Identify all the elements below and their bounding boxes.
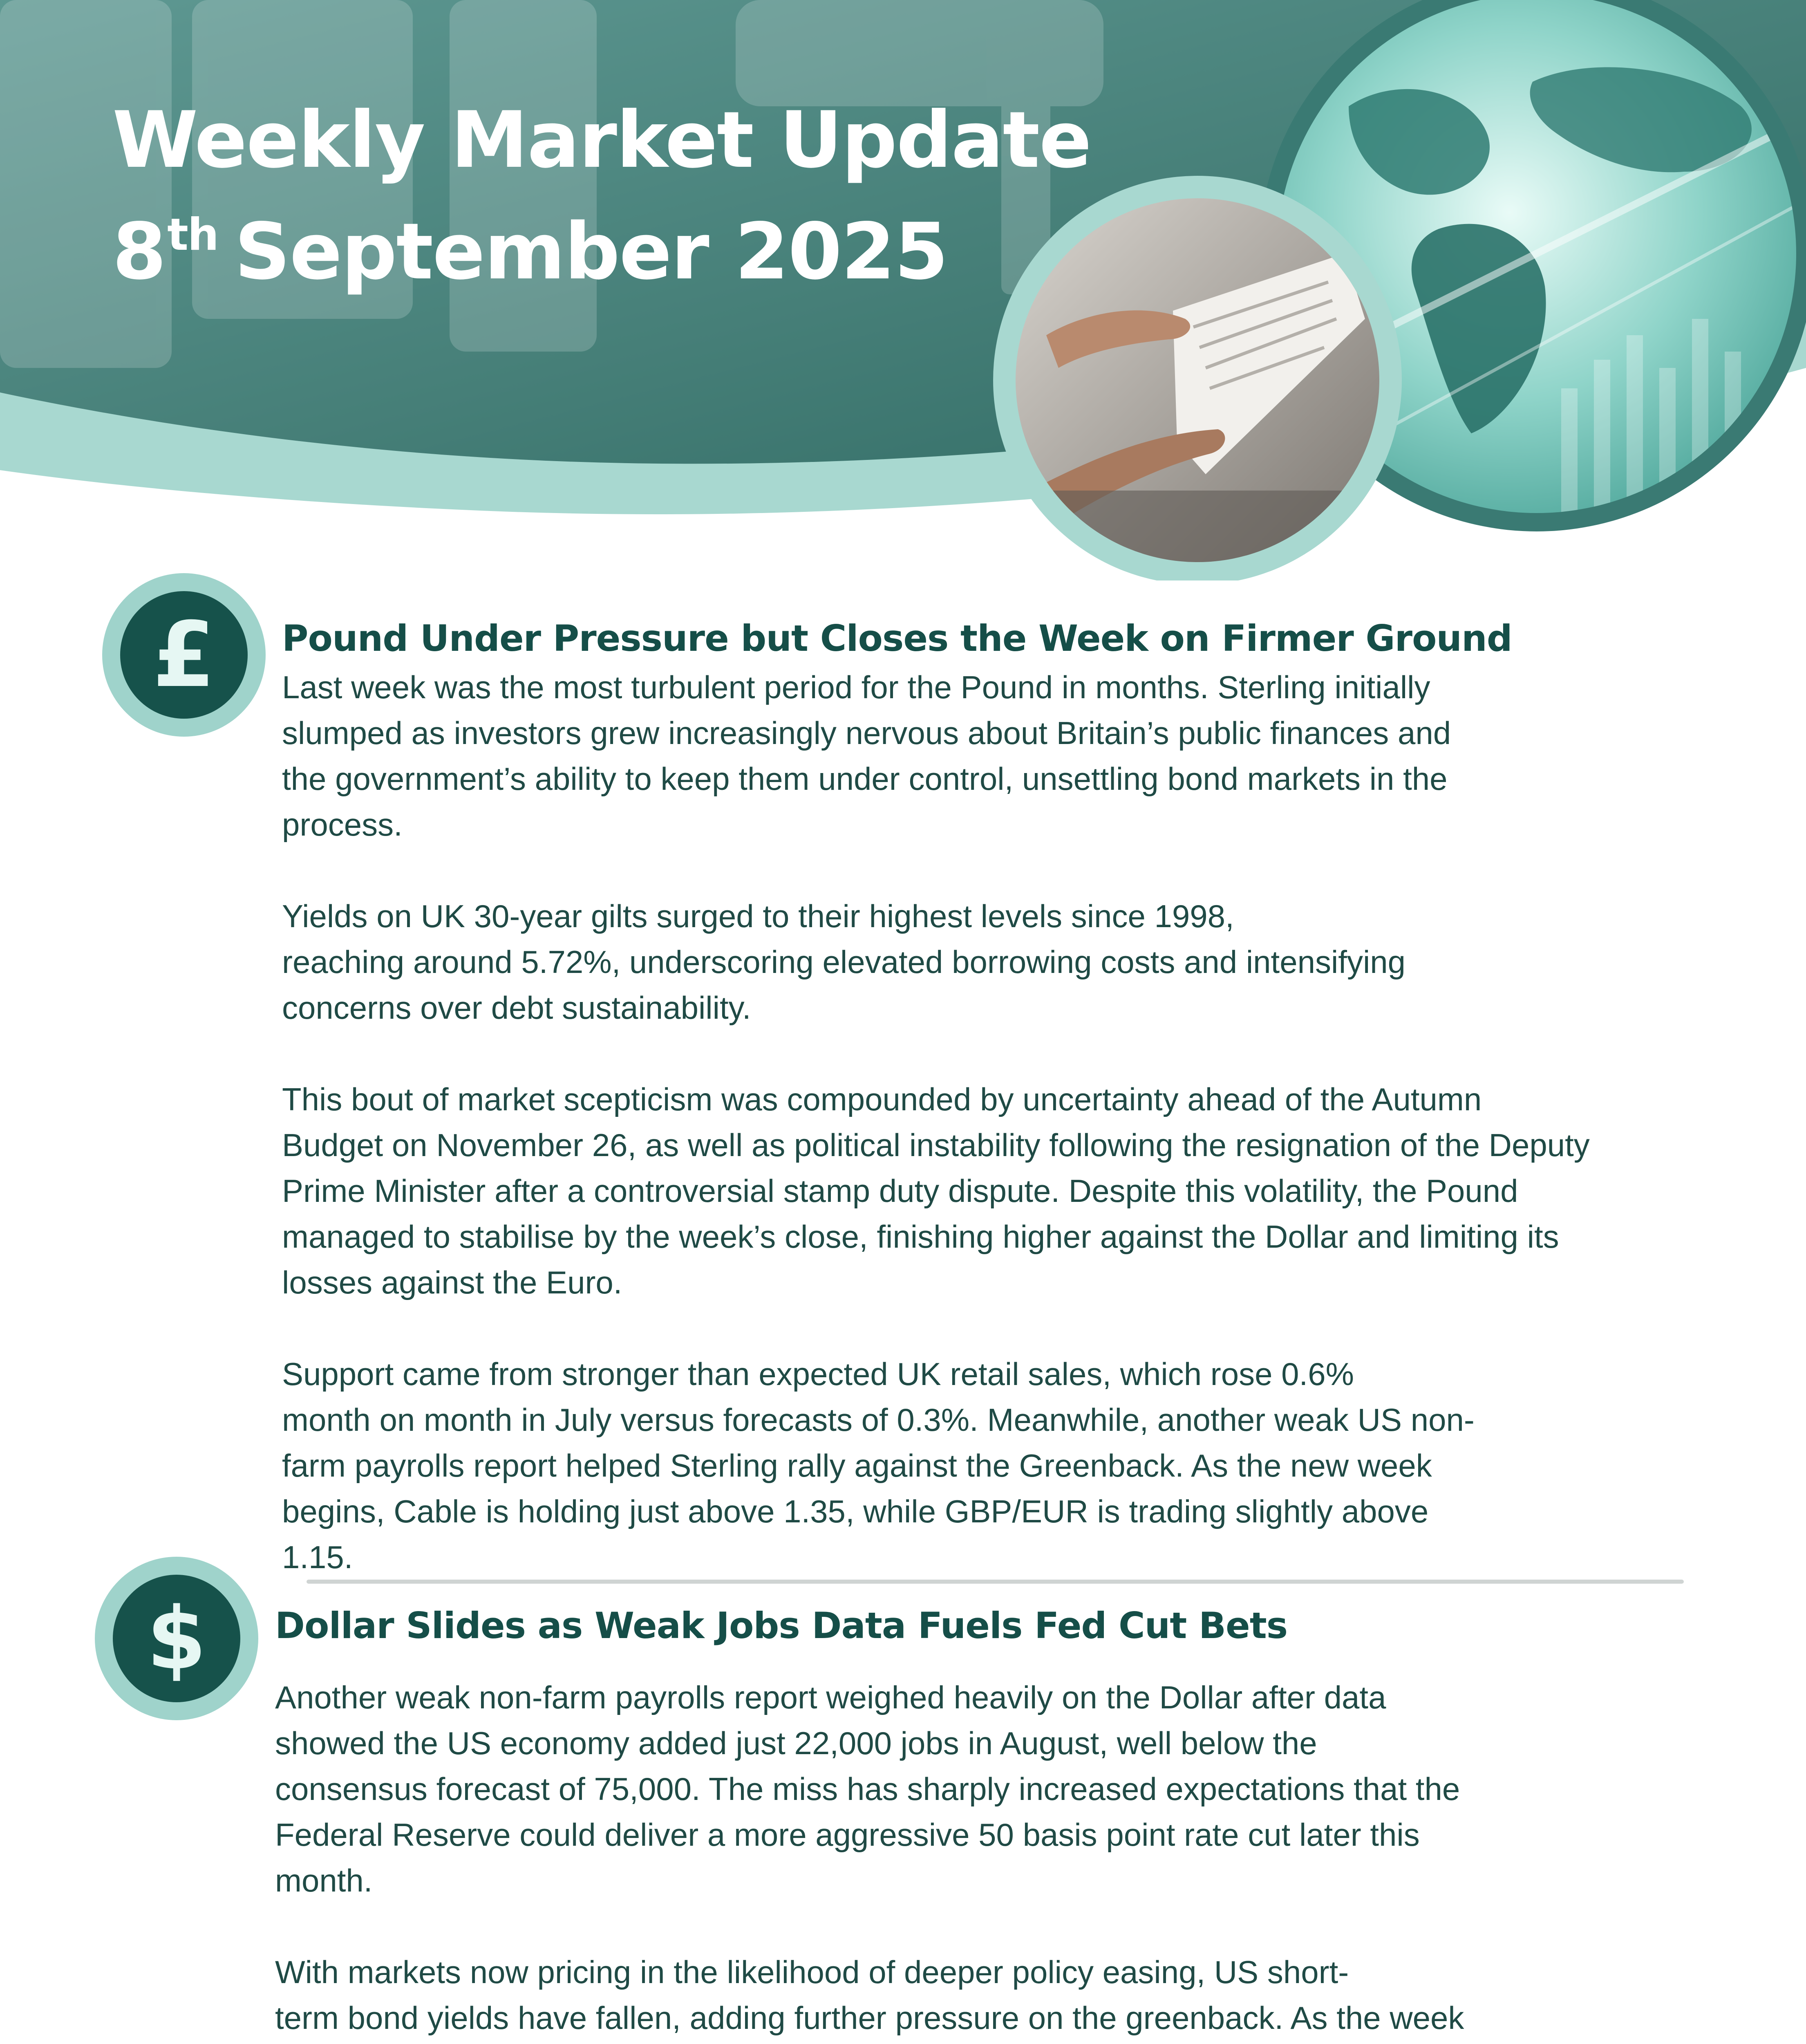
section-divider xyxy=(307,1580,1684,1584)
section-body-dollar xyxy=(275,1674,1665,2044)
paragraph: Last week was the most turbulent period for the Pound in months. Sterling initially slumped as investors grew increasingly nervous about Britain’s public finances and the government’s ability to keep them under control, unsettling bond markets in the process. xyxy=(282,669,1451,843)
section-title-pound: Pound Under Pressure but Closes the Week on Firmer Ground xyxy=(282,617,1512,659)
section-body-pound xyxy=(282,664,1753,1580)
date-day: 8 xyxy=(112,206,166,297)
date-suffix: th xyxy=(167,209,218,260)
dollar-icon xyxy=(95,1557,258,1720)
section-title-dollar: Dollar Slides as Weak Jobs Data Fuels Fed Cut Bets xyxy=(275,1605,1288,1647)
date-rest: September 2025 xyxy=(234,206,948,297)
paragraph: Yields on UK 30-year gilts surged to their highest levels since 1998, reaching around 5.72%, underscoring elevated borrowing costs and intensifying concerns over debt sustainability. xyxy=(282,898,1406,1026)
paragraph: Support came from stronger than expected UK retail sales, which rose 0.6% month on month in July versus forecasts of 0.3%. Meanwhile, another weak US non- farm payrolls report helped Sterling rally against the Greenback. As the new week begins, Cable is holding just above 1.35, while GBP/EUR is trading slightly above 1.15. xyxy=(282,1356,1475,1575)
page-title: Weekly Market Update xyxy=(112,95,1091,185)
dollar-symbol: $ xyxy=(113,1575,240,1702)
pound-symbol: £ xyxy=(120,591,248,719)
pound-icon xyxy=(102,573,266,737)
paragraph: This bout of market scepticism was compounded by uncertainty ahead of the Autumn Budget on November 26, as well as political instability following the resignation of the Deputy Prime Minister after a controversial stamp duty dispute. Despite this volatility, the Pound managed to stabilise by the week’s close, finishing higher against the Dollar and limiting its losses against the Euro. xyxy=(282,1081,1590,1300)
page-date xyxy=(112,206,948,297)
paragraph: With markets now pricing in the likelihood of deeper policy easing, US short- term bond yields have fallen, adding further pressure on the greenback. As the week xyxy=(275,1954,1464,2036)
paragraph: Another weak non-farm payrolls report weighed heavily on the Dollar after data showed the US economy added just 22,000 jobs in August, well below the consensus forecast of 75,000. The miss has sharply increased expectations that the Federal Reserve could deliver a more aggressive 50 basis point rate cut later this month. xyxy=(275,1679,1460,1898)
